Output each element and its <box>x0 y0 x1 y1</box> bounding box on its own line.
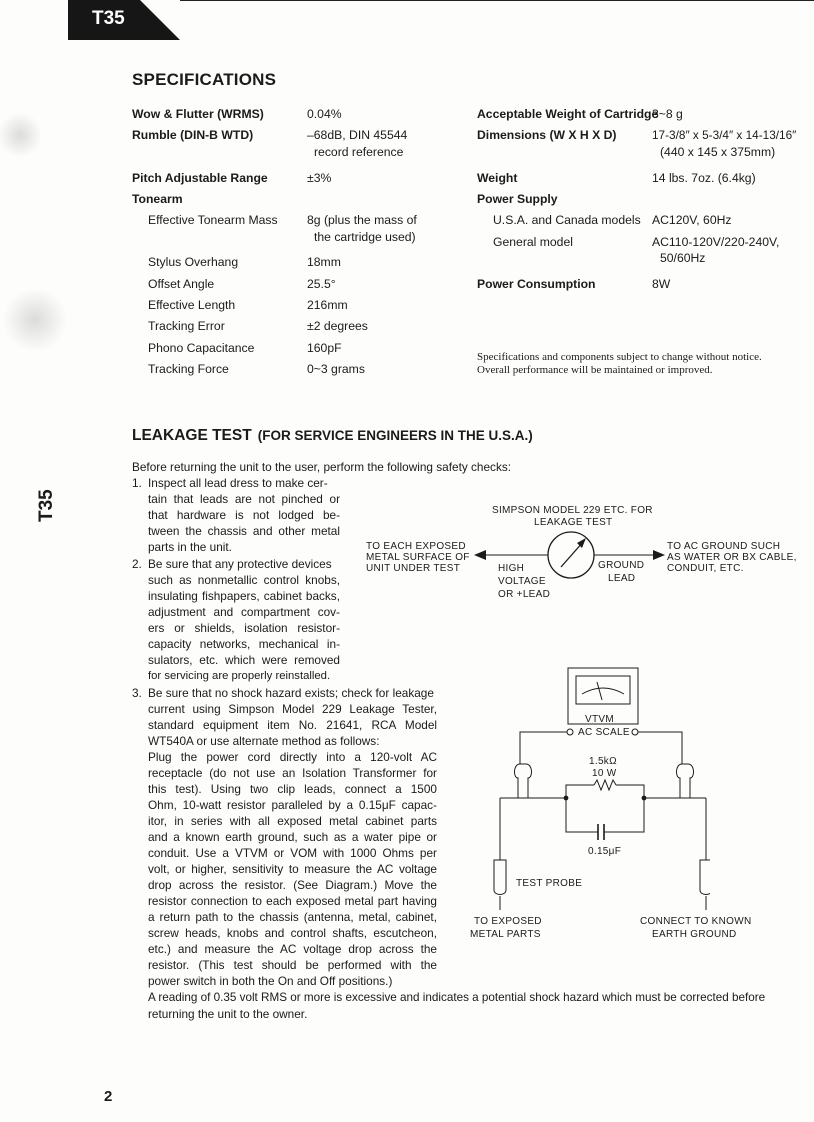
resistor-watt: 10 W <box>592 768 617 779</box>
item-line: insulating fishpapers, cabinet backs, <box>148 589 340 603</box>
vtvm-label: VTVM <box>585 714 614 725</box>
top-rule <box>180 0 814 1</box>
spec-value: record reference <box>314 145 404 159</box>
scan-noise <box>0 290 70 350</box>
diagram1-title: LEAKAGE TEST <box>534 517 613 528</box>
item-line: current using Simpson Model 229 Leakage Tester, <box>148 702 437 716</box>
diagram1-left-label: TO EACH EXPOSED <box>366 541 466 552</box>
high-lead-label: VOLTAGE <box>498 576 546 587</box>
spec-value: (440 x 145 x 375mm) <box>660 145 776 159</box>
spec-value: 25.5° <box>307 277 336 291</box>
item-line: and a known earth ground, such as a water pipe or <box>148 830 437 844</box>
diagram1-title: SIMPSON MODEL 229 ETC. FOR <box>492 505 653 516</box>
spec-label: General model <box>493 235 573 249</box>
exposed-parts-label: METAL PARTS <box>470 929 541 940</box>
item-line: this test). Using two clip leads, connect a 1500 <box>148 782 437 796</box>
item-number: 2. <box>132 557 142 571</box>
earth-ground-label: CONNECT TO KNOWN <box>640 916 752 927</box>
scan-noise <box>0 110 40 160</box>
item-line: such as nonmetallic control knobs, <box>148 573 340 587</box>
item-line: tain that leads are not pinched or <box>148 492 340 506</box>
spec-value: 50/60Hz <box>660 251 706 265</box>
item-line: drop across the resistor. (See Diagram.) Move the <box>148 878 437 892</box>
item-number: 1. <box>132 476 142 490</box>
item-line: etc.) and measure the AC voltage drop across the <box>148 942 437 956</box>
spec-value: 3~8 g <box>652 107 683 121</box>
item-line: screw heads, knobs and control shafts, escutcheon, <box>148 926 437 940</box>
item-line: adjustment and compartment cov- <box>148 605 340 619</box>
item-line: resistor connection to each exposed metal part having <box>148 894 437 908</box>
capacitor-value: 0.15μF <box>588 846 622 857</box>
diagram1-right-label: CONDUIT, ETC. <box>667 563 744 574</box>
spec-value: AC120V, 60Hz <box>652 213 732 227</box>
item-line: conduit. Use a VTVM or VOM with 1000 Ohms per <box>148 846 437 860</box>
diagram1-left-label: METAL SURFACE OF <box>366 552 470 563</box>
spec-value: ±2 degrees <box>307 319 368 333</box>
item-number: 3. <box>132 686 142 700</box>
item-line: Ohm, 10-watt resistor paralleled by a 0.15μF capac- <box>148 798 437 812</box>
diagram1-right-label: AS WATER OR BX CABLE, <box>667 552 797 563</box>
spec-label: Power Supply <box>477 192 558 206</box>
test-probe-label: TEST PROBE <box>516 878 583 889</box>
specifications-title: SPECIFICATIONS <box>132 70 277 89</box>
item-line: sulators, etc. which were removed <box>148 653 340 667</box>
spec-label: Offset Angle <box>148 277 215 291</box>
item-line: parts in the unit. <box>148 540 232 554</box>
exposed-parts-label: TO EXPOSED <box>474 916 542 927</box>
spec-label: Pitch Adjustable Range <box>132 171 268 185</box>
spec-value: 216mm <box>307 298 348 312</box>
high-lead-label: HIGH <box>498 563 525 574</box>
item-line: WT540A or use alternate method as follows: <box>148 734 380 748</box>
spec-label: Effective Length <box>148 298 236 312</box>
spec-value: 18mm <box>307 255 341 269</box>
spec-value: AC110-120V/220-240V, <box>652 235 780 249</box>
diagram1-left-label: UNIT UNDER TEST <box>366 563 461 574</box>
ac-scale-label: AC SCALE <box>578 727 630 738</box>
spec-value: 8W <box>652 277 671 291</box>
item-line: Plug the power cord directly into a 120-volt AC <box>148 750 437 764</box>
item-line: Be sure that any protective devices <box>148 557 332 571</box>
diagram1-right-label: TO AC GROUND SUCH <box>667 541 781 552</box>
spec-label: Wow & Flutter (WRMS) <box>132 107 264 121</box>
simpson-tester-diagram <box>470 525 670 585</box>
spec-label: Tracking Force <box>148 362 229 376</box>
spec-value: 8g (plus the mass of <box>307 213 417 227</box>
item-line: ers or shields, isolation resistor- <box>148 621 340 635</box>
ground-lead-label: LEAD <box>608 573 636 584</box>
spec-label: Dimensions (W X H X D) <box>477 128 617 142</box>
spec-label: Phono Capacitance <box>148 341 255 355</box>
spec-value: 17-3/8″ x 5-3/4″ x 14-13/16″ <box>652 128 797 142</box>
item-line: a return path to the chassis (antenna, metal, cabinet, <box>148 910 437 924</box>
earth-ground-label: EARTH GROUND <box>652 929 737 940</box>
vtvm-circuit-diagram <box>480 660 710 910</box>
item-line: for servicing are properly reinstalled. <box>148 670 331 682</box>
header-tab <box>0 0 180 40</box>
item-line: tween the chassis and other metal <box>148 524 340 538</box>
resistor-value: 1.5kΩ <box>589 756 617 767</box>
spec-value: –68dB, DIN 45544 <box>307 128 408 142</box>
spec-label: Weight <box>477 171 518 185</box>
item-line: capacity networks, mechanical in- <box>148 637 340 651</box>
spec-label: Power Consumption <box>477 277 596 291</box>
side-model-label: T35 <box>36 489 57 522</box>
leakage-title <box>132 427 533 445</box>
spec-value: 160pF <box>307 341 342 355</box>
spec-label: Tracking Error <box>148 319 225 333</box>
spec-label: Acceptable Weight of Cartridge <box>477 107 659 121</box>
spec-label: U.S.A. and Canada models <box>493 213 641 227</box>
spec-value: 14 lbs. 7oz. (6.4kg) <box>652 171 756 185</box>
item-line: that hardware is not lodged be- <box>148 508 340 522</box>
ground-lead-label: GROUND <box>598 560 645 571</box>
spec-value: 0~3 grams <box>307 362 365 376</box>
closing-line: returning the unit to the owner. <box>148 1007 308 1021</box>
spec-label: Tonearm <box>132 192 183 206</box>
spec-note: Overall performance will be maintained or improved. <box>477 364 713 376</box>
closing-line: A reading of 0.35 volt RMS or more is excessive and indicates a potential shock hazard which must be corrected before <box>148 991 766 1004</box>
leakage-title-main: LEAKAGE TEST <box>132 427 252 444</box>
item-line: resistor. (This test should be performed with the <box>148 958 437 972</box>
item-line: Inspect all lead dress to make cer- <box>148 476 328 490</box>
item-line: itor, in series with all exposed metal cabinet parts <box>148 814 437 828</box>
spec-value: 0.04% <box>307 107 342 121</box>
spec-label: Stylus Overhang <box>148 255 239 269</box>
item-line: volt, or higher, sensitivity to measure the AC voltage <box>148 862 437 876</box>
item-line: Be sure that no shock hazard exists; check for leakage <box>148 686 434 700</box>
spec-label: Rumble (DIN-B WTD) <box>132 128 254 142</box>
item-line: power switch in both the On and Off positions.) <box>148 974 393 988</box>
page-number: 2 <box>104 1088 113 1105</box>
high-lead-label: OR +LEAD <box>498 589 551 600</box>
spec-note: Specifications and components subject to change without notice. <box>477 351 762 363</box>
spec-value: ±3% <box>307 171 332 185</box>
item-line: receptacle (do not use an Isolation Transformer for <box>148 766 437 780</box>
intro-text: Before returning the unit to the user, perform the following safety checks: <box>132 460 512 474</box>
leakage-subtitle: (FOR SERVICE ENGINEERS IN THE U.S.A.) <box>257 428 533 443</box>
spec-label: Effective Tonearm Mass <box>148 213 278 227</box>
spec-value: the cartridge used) <box>314 230 416 244</box>
model-tab-label: T35 <box>92 8 125 29</box>
test-probe-icon <box>494 860 506 895</box>
item-line: standard equipment item No. 21641, RCA Model <box>148 718 437 732</box>
